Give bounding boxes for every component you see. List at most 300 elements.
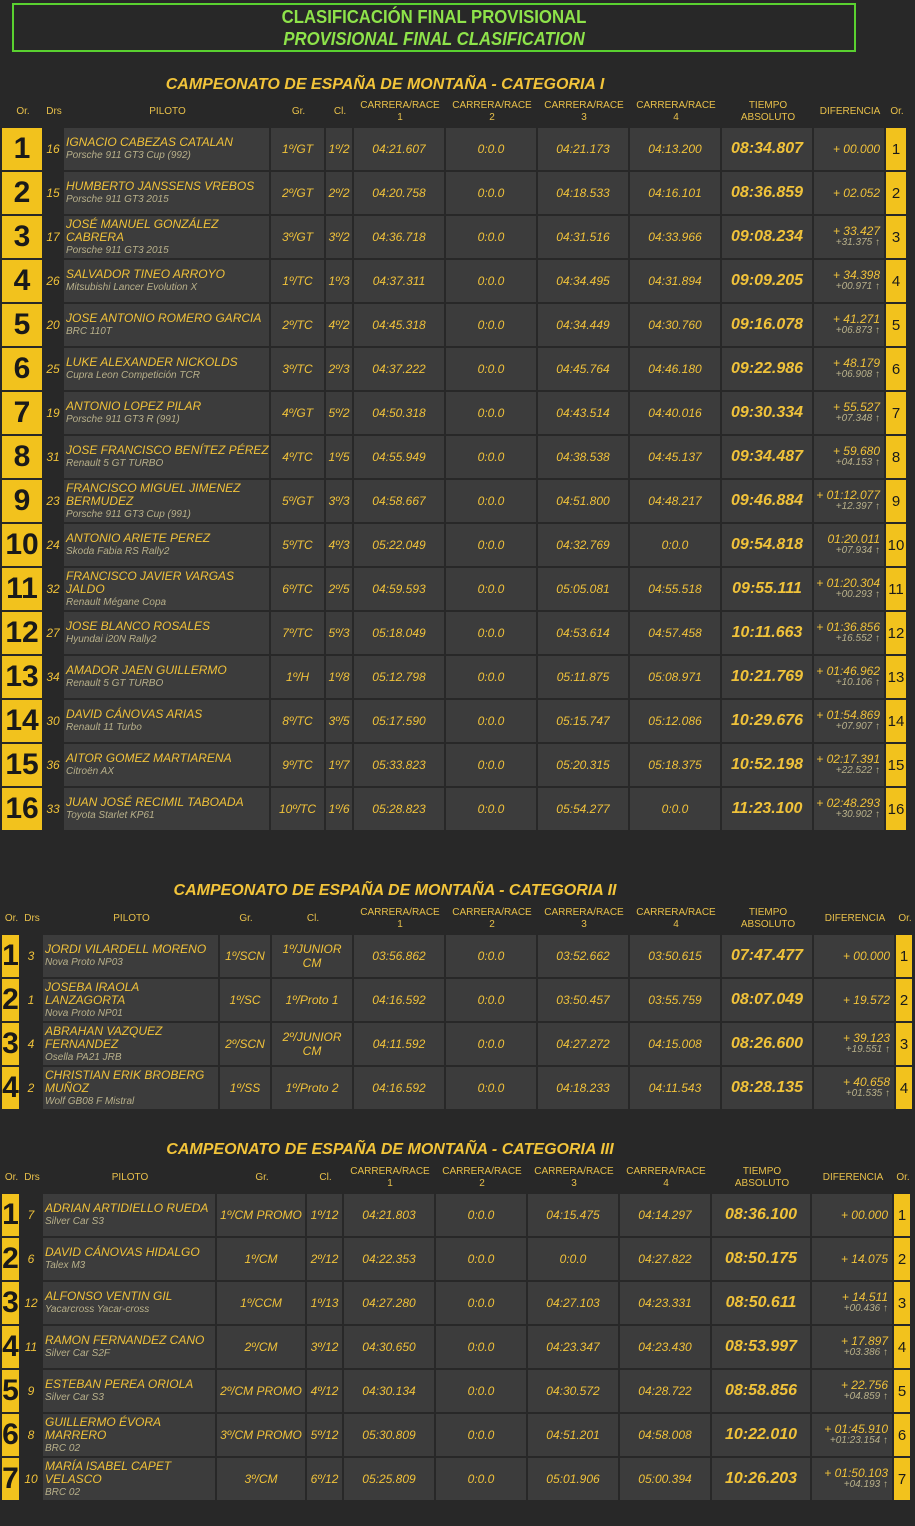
column-header-drs [44, 99, 64, 125]
position-badge: 7 [2, 1458, 19, 1500]
driver-name: ALFONSO VENTIN GIL [45, 1289, 173, 1303]
race-time-1: 05:18.049 [354, 612, 444, 654]
table-row[interactable] [2, 979, 912, 1021]
column-header-piloto [64, 99, 271, 125]
dorsal-number: 11 [24, 1340, 38, 1354]
race-time-3: 04:51.800 [538, 480, 628, 522]
difference-cell [814, 304, 884, 346]
race-time-4: 04:16.101 [630, 172, 720, 214]
driver-name: JOSE FRANCISCO BENÍTEZ PÉREZ [66, 443, 269, 457]
position-badge: 1 [2, 935, 19, 977]
difference-cell [812, 1326, 892, 1368]
race-time-2: 0:0.0 [446, 392, 536, 434]
header-title-es: CLASIFICACIÓN FINAL PROVISIONAL [281, 7, 587, 27]
difference-previous: +16.552 ↑ [835, 633, 880, 644]
position-badge: 1 [2, 128, 42, 170]
position-badge: 14 [2, 700, 42, 742]
driver-name: JORDI VILARDELL MORENO [45, 942, 207, 956]
difference-previous: +00.293 ↑ [835, 589, 880, 600]
race-time-1: 04:58.667 [354, 480, 444, 522]
difference-cell [812, 1370, 892, 1412]
difference-leader: + 39.123 [842, 1031, 890, 1045]
column-header-gr [271, 99, 326, 125]
table-row[interactable] [2, 1326, 910, 1368]
driver-name: JOSÉ MANUEL GONZÁLEZ CABRERA [66, 216, 219, 244]
absolute-time: 07:47.477 [722, 935, 812, 977]
difference-leader: + 41.271 [832, 312, 880, 326]
dorsal-number: 31 [46, 450, 60, 464]
position-badge-right: 16 [886, 788, 906, 830]
class-position: 1º/JUNIOR CM [272, 935, 352, 977]
column-header-or [2, 1165, 21, 1191]
table-row[interactable] [2, 1067, 912, 1109]
column-header-label: PILOTO [149, 106, 186, 117]
table-row[interactable] [2, 260, 906, 302]
race-time-3: 04:27.103 [528, 1282, 618, 1324]
absolute-time: 10:26.203 [712, 1458, 810, 1500]
race-time-3: 04:18.533 [538, 172, 628, 214]
table-row[interactable] [2, 1282, 910, 1324]
page-header [12, 3, 856, 52]
difference-cell [812, 1458, 892, 1500]
group-position: 1º/SC [220, 979, 270, 1021]
group-position: 3º/CM PROMO [217, 1414, 305, 1456]
driver-name: ANTONIO LOPEZ PILAR [66, 399, 202, 413]
column-header-row [2, 906, 914, 932]
difference-leader: + 48.179 [832, 356, 880, 370]
position-badge: 4 [2, 1067, 19, 1109]
difference-previous: +03.386 ↑ [843, 1347, 888, 1358]
driver-cell [43, 1370, 215, 1412]
table-row[interactable] [2, 1023, 912, 1065]
race-time-1: 04:55.949 [354, 436, 444, 478]
difference-previous: +10.106 ↑ [835, 677, 880, 688]
difference-leader: + 22.756 [840, 1378, 888, 1392]
column-header-label: Gr. [291, 106, 306, 117]
group-position: 2º/GT [271, 172, 324, 214]
race-time-1: 05:33.823 [354, 744, 444, 786]
driver-name: FRANCISCO JAVIER VARGAS JALDO [66, 568, 235, 596]
race-time-2: 0:0.0 [446, 436, 536, 478]
race-time-1: 05:17.590 [354, 700, 444, 742]
race-time-3: 05:20.315 [538, 744, 628, 786]
race-time-3: 03:50.457 [538, 979, 628, 1021]
difference-previous: +04.153 ↑ [835, 457, 880, 468]
difference-cell [814, 480, 884, 522]
race-time-3: 05:01.906 [528, 1458, 618, 1500]
table-row[interactable] [2, 1370, 910, 1412]
driver-cell [43, 935, 218, 977]
class-position: 3º/12 [307, 1326, 342, 1368]
car-model: Porsche 911 GT3 2015 [66, 194, 169, 205]
absolute-time: 11:23.100 [722, 788, 812, 830]
race-time-4: 04:23.430 [620, 1326, 710, 1368]
position-badge: 16 [2, 788, 42, 830]
race-time-1: 04:20.758 [354, 172, 444, 214]
class-position: 2º/2 [326, 172, 352, 214]
table-row[interactable] [2, 744, 906, 786]
race-time-3: 04:23.347 [528, 1326, 618, 1368]
absolute-time: 10:29.676 [722, 700, 812, 742]
dorsal-number: 20 [46, 318, 60, 332]
race-time-4: 04:33.966 [630, 216, 720, 258]
race-time-3: 0:0.0 [528, 1238, 618, 1280]
column-header-label: PILOTO [113, 913, 150, 924]
dorsal-number: 6 [27, 1252, 35, 1266]
driver-cell [43, 1458, 215, 1500]
difference-leader: + 55.527 [832, 400, 880, 414]
table-row[interactable] [2, 1414, 910, 1456]
race-time-3: 05:15.747 [538, 700, 628, 742]
car-model: Osella PA21 JRB [45, 1051, 122, 1063]
race-time-3: 04:34.495 [538, 260, 628, 302]
position-badge-right: 2 [896, 979, 912, 1021]
driver-name: ANTONIO ARIETE PEREZ [66, 531, 211, 545]
driver-cell [64, 304, 269, 346]
race-time-3: 03:52.662 [538, 935, 628, 977]
race-time-3: 04:32.769 [538, 524, 628, 566]
position-badge-right: 2 [886, 172, 906, 214]
group-position: 3º/GT [271, 216, 324, 258]
class-position: 3º/2 [326, 216, 352, 258]
driver-name: MARÍA ISABEL CAPET VELASCO [45, 1458, 172, 1486]
column-header-line: CARRERA/RACE [534, 1166, 614, 1177]
race-time-2: 0:0.0 [446, 128, 536, 170]
table-row[interactable] [2, 935, 912, 977]
table-row[interactable] [2, 304, 906, 346]
section-title: CAMPEONATO DE ESPAÑA DE MONTAÑA - CATEGORIA I [165, 76, 605, 93]
race-time-1: 04:21.607 [354, 128, 444, 170]
driver-name: IGNACIO CABEZAS CATALAN [66, 135, 233, 149]
car-model: Porsche 911 GT3 Cup (992) [66, 150, 191, 161]
column-header-line: ABSOLUTO [734, 1178, 790, 1189]
group-position: 5º/GT [271, 480, 324, 522]
column-header-diferencia [814, 906, 896, 932]
race-time-3: 04:27.272 [538, 1023, 628, 1065]
car-model: Cupra Leon Competición TCR [66, 370, 200, 381]
table-row[interactable] [2, 1238, 910, 1280]
position-badge: 13 [2, 656, 42, 698]
column-header-race1 [344, 1165, 436, 1191]
table-row[interactable] [2, 788, 906, 830]
table-row[interactable] [2, 392, 906, 434]
race-time-1: 05:30.809 [344, 1414, 434, 1456]
difference-leader: + 02:17.391 [816, 752, 880, 766]
column-header-tiempo [722, 99, 814, 125]
column-header-label: Cl. [333, 106, 347, 117]
race-time-4: 04:27.822 [620, 1238, 710, 1280]
class-position: 3º/5 [326, 700, 352, 742]
difference-previous: +06.873 ↑ [835, 325, 880, 336]
car-model: Silver Car S3 [45, 1392, 104, 1403]
race-time-1: 05:12.798 [354, 656, 444, 698]
column-header-label: PILOTO [111, 1172, 149, 1183]
race-time-1: 05:25.809 [344, 1458, 434, 1500]
difference-cell [814, 216, 884, 258]
column-header-line: CARRERA/RACE [442, 1166, 522, 1177]
column-header-line: 2 [489, 112, 495, 123]
absolute-time: 09:54.818 [722, 524, 812, 566]
column-header-race1 [354, 906, 446, 932]
position-badge: 10 [2, 524, 42, 566]
driver-cell [64, 436, 269, 478]
class-position: 1º/2 [326, 128, 352, 170]
column-header-or-right [894, 1165, 912, 1191]
car-model: Mitsubishi Lancer Evolution X [66, 282, 198, 293]
race-time-2: 0:0.0 [446, 260, 536, 302]
difference-leader: + 14.511 [841, 1290, 888, 1304]
driver-cell [64, 700, 269, 742]
race-time-2: 0:0.0 [446, 744, 536, 786]
race-time-4: 04:23.331 [620, 1282, 710, 1324]
race-time-3: 04:34.449 [538, 304, 628, 346]
absolute-time: 10:21.769 [722, 656, 812, 698]
group-position: 2º/CM [217, 1326, 305, 1368]
position-badge-right: 12 [886, 612, 906, 654]
column-header-race3 [528, 1165, 620, 1191]
difference-cell [814, 568, 884, 610]
column-header-or-right [886, 99, 908, 125]
car-model: Skoda Fabia RS Rally2 [66, 546, 170, 557]
position-badge: 8 [2, 436, 42, 478]
absolute-time: 08:28.135 [722, 1067, 812, 1109]
race-time-2: 0:0.0 [446, 304, 536, 346]
column-header-cl [307, 1165, 344, 1191]
class-position: 1º/Proto 1 [272, 979, 352, 1021]
car-model: Wolf GB08 F Mistral [45, 1095, 135, 1107]
difference-previous: +04.193 ↑ [843, 1479, 888, 1490]
position-badge-right: 2 [894, 1238, 910, 1280]
absolute-time: 10:11.663 [722, 612, 812, 654]
difference-leader: + 01:45.910 [824, 1422, 888, 1436]
position-badge-right: 1 [896, 935, 912, 977]
column-header-tiempo [722, 906, 814, 932]
table-row[interactable] [2, 1194, 910, 1236]
column-header-label: DIFERENCIA [819, 106, 881, 117]
group-position: 1º/SS [220, 1067, 270, 1109]
car-model: Citroën AX [66, 766, 114, 777]
dorsal-number: 26 [46, 274, 60, 288]
driver-name: ABRAHAN VAZQUEZ FERNANDEZ [45, 1023, 163, 1051]
race-time-4: 05:12.086 [630, 700, 720, 742]
absolute-time: 09:55.111 [722, 568, 812, 610]
group-position: 2º/SCN [220, 1023, 270, 1065]
group-position: 3º/CM [217, 1458, 305, 1500]
race-time-1: 04:59.593 [354, 568, 444, 610]
position-badge: 9 [2, 480, 42, 522]
driver-name: LUKE ALEXANDER NICKOLDS [66, 355, 238, 369]
column-header-line: TIEMPO [742, 1166, 782, 1177]
group-position: 6º/TC [271, 568, 324, 610]
position-badge: 3 [2, 1282, 19, 1324]
position-badge-right: 7 [886, 392, 906, 434]
column-header-line: CARRERA/RACE [636, 100, 716, 111]
car-model: Porsche 911 GT3 Cup (991) [66, 508, 191, 520]
race-time-4: 04:48.217 [630, 480, 720, 522]
car-model: Porsche 911 GT3 2015 [66, 244, 169, 256]
results-table [0, 933, 914, 1111]
difference-previous: +31.375 ↑ [835, 237, 880, 248]
column-header-line: 1 [397, 919, 403, 930]
race-time-4: 05:08.971 [630, 656, 720, 698]
difference-leader: + 17.897 [840, 1334, 888, 1348]
column-header-label: Drs [46, 106, 62, 117]
race-time-1: 04:37.311 [354, 260, 444, 302]
column-header-line: ABSOLUTO [740, 112, 796, 123]
driver-cell [64, 480, 269, 522]
column-header-label: Gr. [255, 1172, 269, 1183]
class-position: 1º/5 [326, 436, 352, 478]
position-badge: 3 [2, 1023, 19, 1065]
difference-cell [814, 788, 884, 830]
column-header-or [2, 906, 21, 932]
table-row[interactable] [2, 128, 906, 170]
absolute-time: 09:09.205 [722, 260, 812, 302]
race-time-1: 04:22.353 [344, 1238, 434, 1280]
position-badge-right: 5 [894, 1370, 910, 1412]
table-row[interactable] [2, 656, 906, 698]
table-row[interactable] [2, 524, 906, 566]
difference-cell [814, 979, 894, 1021]
column-header-race2 [446, 99, 538, 125]
table-row[interactable] [2, 1458, 910, 1500]
dorsal-number: 25 [46, 362, 60, 376]
race-time-1: 04:11.592 [354, 1023, 444, 1065]
race-time-2: 0:0.0 [436, 1414, 526, 1456]
difference-previous: +12.397 ↑ [835, 501, 880, 512]
class-position: 2º/12 [307, 1238, 342, 1280]
column-header-label: DIFERENCIA [822, 1172, 884, 1183]
race-time-1: 04:45.318 [354, 304, 444, 346]
car-model: Toyota Starlet KP61 [66, 810, 155, 821]
dorsal-number: 34 [46, 670, 60, 684]
position-badge: 11 [2, 568, 42, 610]
difference-leader: + 01:12.077 [816, 488, 880, 502]
table-row[interactable] [2, 348, 906, 390]
car-model: Renault 11 Turbo [66, 722, 142, 733]
table-row[interactable] [2, 172, 906, 214]
absolute-time: 08:36.100 [712, 1194, 810, 1236]
column-header-row [2, 99, 908, 125]
column-header-line: 1 [387, 1178, 393, 1189]
difference-cell [812, 1414, 892, 1456]
race-time-3: 05:05.081 [538, 568, 628, 610]
column-header-label: Or. [890, 106, 904, 117]
position-badge: 4 [2, 1326, 19, 1368]
absolute-time: 08:36.859 [722, 172, 812, 214]
race-time-2: 0:0.0 [446, 480, 536, 522]
dorsal-number: 1 [27, 993, 35, 1007]
position-badge-right: 6 [886, 348, 906, 390]
race-time-1: 04:27.280 [344, 1282, 434, 1324]
position-badge: 1 [2, 1194, 19, 1236]
driver-name: CHRISTIAN ERIK BROBERG MUÑOZ [45, 1067, 205, 1095]
difference-cell [814, 348, 884, 390]
race-time-4: 04:55.518 [630, 568, 720, 610]
table-row[interactable] [2, 436, 906, 478]
column-header-race4 [630, 99, 722, 125]
class-position: 5º/2 [326, 392, 352, 434]
column-header-line: 3 [571, 1178, 577, 1189]
column-header-drs [21, 1165, 43, 1191]
group-position: 1º/TC [271, 260, 324, 302]
race-time-2: 0:0.0 [446, 656, 536, 698]
car-model: Silver Car S2F [45, 1348, 111, 1359]
group-position: 4º/TC [271, 436, 324, 478]
column-header-label: DIFERENCIA [824, 913, 886, 924]
results-table [0, 1192, 912, 1502]
table-row[interactable] [2, 480, 906, 522]
column-header-line: CARRERA/RACE [350, 1166, 430, 1177]
difference-previous: +07.934 ↑ [835, 545, 880, 556]
difference-previous: +00.971 ↑ [835, 281, 880, 292]
column-header-race4 [630, 906, 722, 932]
table-row[interactable] [2, 216, 906, 258]
difference-previous: +01.535 ↑ [845, 1088, 890, 1099]
column-header-label: Or. [4, 1172, 19, 1183]
difference-cell [814, 935, 894, 977]
group-position: 1º/CM [217, 1238, 305, 1280]
absolute-time: 09:46.884 [722, 480, 812, 522]
race-time-1: 04:16.592 [354, 1067, 444, 1109]
position-badge: 2 [2, 1238, 19, 1280]
car-model: Porsche 911 GT3 R (991) [66, 414, 180, 425]
group-position: 9º/TC [271, 744, 324, 786]
table-row[interactable] [2, 700, 906, 742]
race-time-4: 0:0.0 [630, 524, 720, 566]
difference-leader: + 01:36.856 [816, 620, 880, 634]
position-badge: 6 [2, 1414, 19, 1456]
race-time-2: 0:0.0 [446, 788, 536, 830]
absolute-time: 10:22.010 [712, 1414, 810, 1456]
absolute-time: 08:58.856 [712, 1370, 810, 1412]
dorsal-number: 16 [46, 142, 60, 156]
driver-cell [64, 524, 269, 566]
position-badge: 2 [2, 172, 42, 214]
race-time-4: 04:11.543 [630, 1067, 720, 1109]
table-row[interactable] [2, 612, 906, 654]
dorsal-number: 15 [46, 186, 60, 200]
race-time-2: 0:0.0 [446, 979, 536, 1021]
position-badge: 6 [2, 348, 42, 390]
absolute-time: 09:16.078 [722, 304, 812, 346]
driver-name: SALVADOR TINEO ARROYO [66, 267, 225, 281]
difference-cell [814, 656, 884, 698]
driver-name: JOSEBA IRAOLA LANZAGORTA [45, 979, 139, 1007]
driver-cell [43, 1238, 215, 1280]
difference-leader: + 40.658 [842, 1075, 890, 1089]
dorsal-number: 10 [24, 1472, 38, 1486]
absolute-time: 08:34.807 [722, 128, 812, 170]
race-time-4: 05:18.375 [630, 744, 720, 786]
car-model: BRC 02 [45, 1442, 81, 1454]
race-time-4: 04:57.458 [630, 612, 720, 654]
car-model: Renault 5 GT TURBO [66, 678, 164, 689]
group-position: 2º/CM PROMO [217, 1370, 305, 1412]
header-title-en: PROVISIONAL FINAL CLASIFICATION [283, 29, 585, 49]
difference-leader: + 00.000 [840, 1208, 888, 1222]
dorsal-number: 32 [46, 582, 60, 596]
race-time-4: 04:28.722 [620, 1370, 710, 1412]
position-badge: 7 [2, 392, 42, 434]
driver-name: HUMBERTO JANSSENS VREBOS [66, 179, 255, 193]
table-row[interactable] [2, 568, 906, 610]
difference-cell [814, 172, 884, 214]
race-time-1: 05:22.049 [354, 524, 444, 566]
group-position: 5º/TC [271, 524, 324, 566]
column-header-line: 3 [581, 112, 587, 123]
column-header-label: Gr. [239, 913, 253, 924]
